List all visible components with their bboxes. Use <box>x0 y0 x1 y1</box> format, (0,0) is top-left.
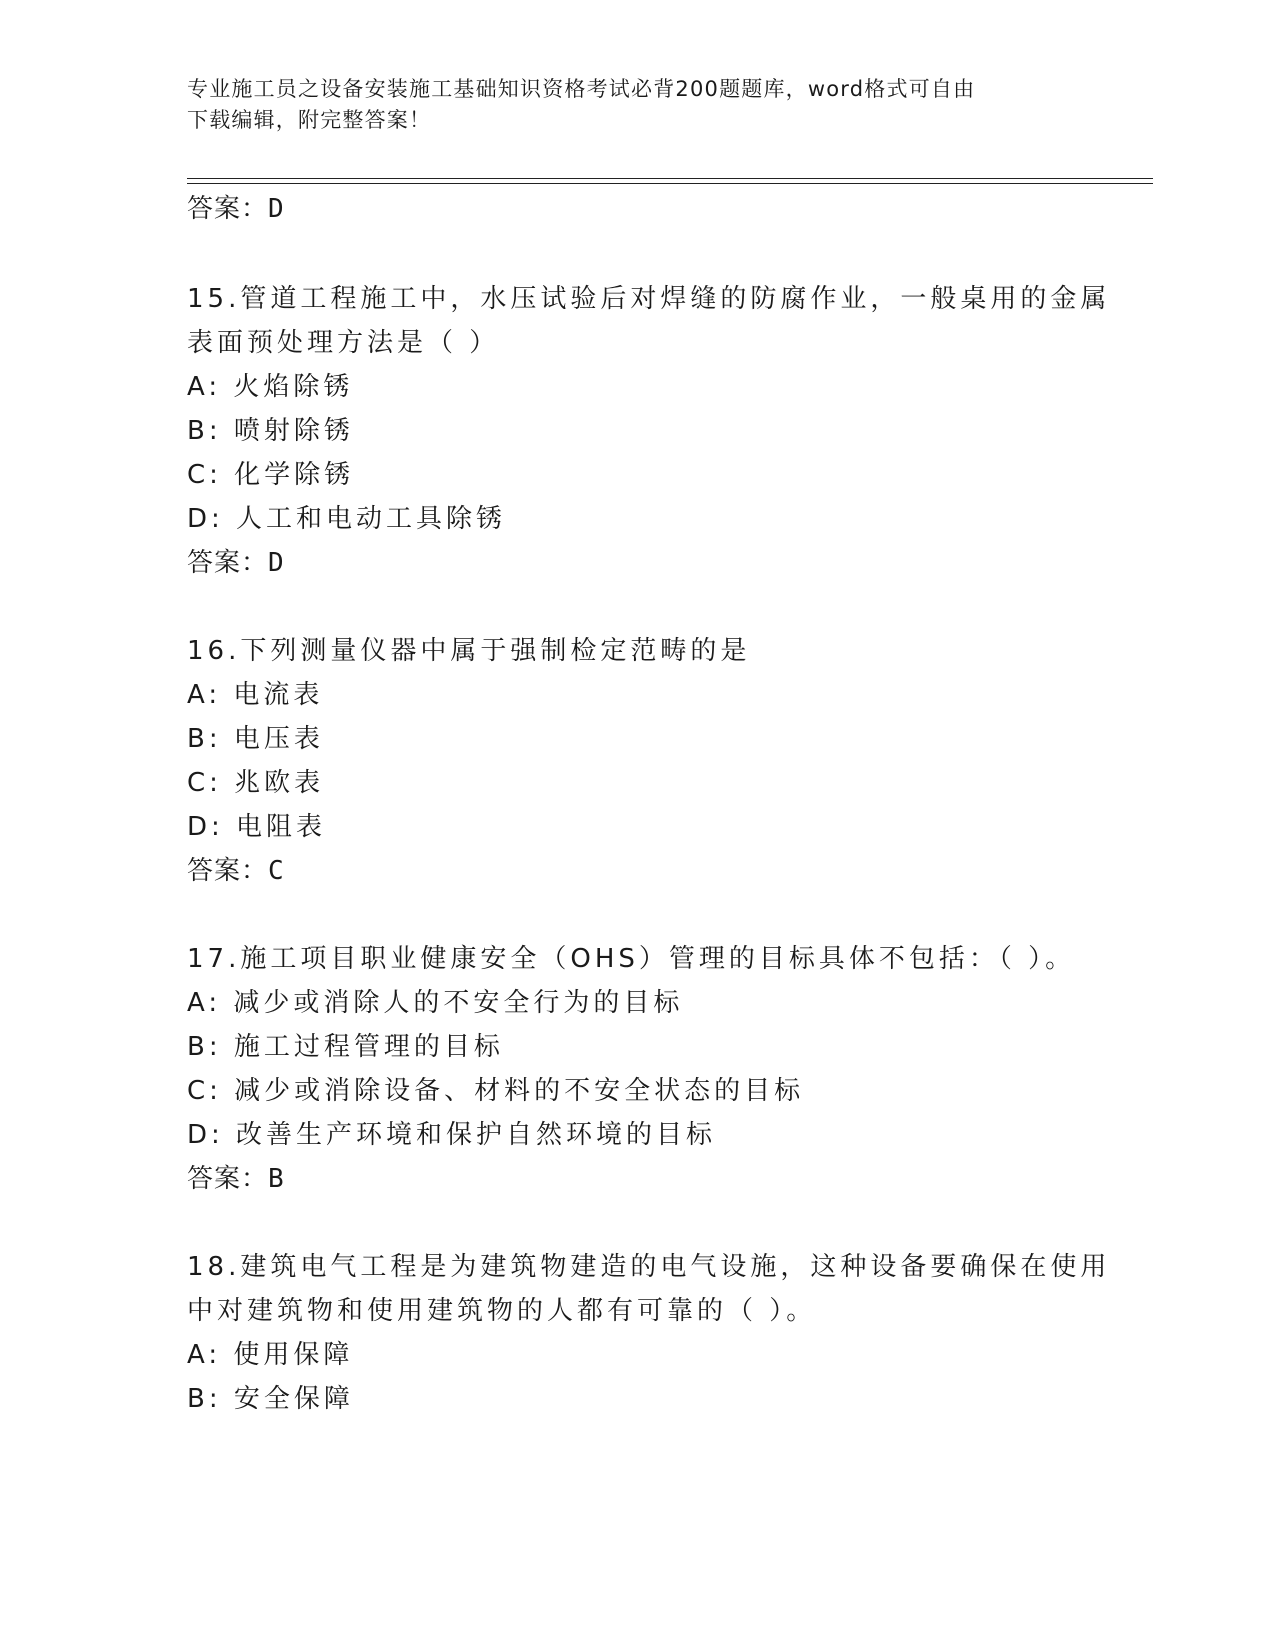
question-16-stem-line-1: 16.下列测量仪器中属于强制检定范畴的是 <box>187 636 751 666</box>
answer-label: 答案： <box>187 194 269 224</box>
question-16-option-a: A: 电流表 <box>187 680 324 710</box>
question-15-option-d: D: 人工和电动工具除锈 <box>187 504 507 534</box>
question-16-option-b: B: 电压表 <box>187 724 324 754</box>
question-18-stem-line-2: 中对建筑物和使用建筑物的人都有可靠的（ ）。 <box>187 1296 817 1326</box>
question-16-option-c: C: 兆欧表 <box>187 768 325 798</box>
header-line-1: 专业施工员之设备安装施工基础知识资格考试必背200题题库，word格式可自由 <box>187 77 976 101</box>
question-17-option-a: A: 减少或消除人的不安全行为的目标 <box>187 988 684 1018</box>
question-15-stem-line-1: 15.管道工程施工中，水压试验后对焊缝的防腐作业，一般桌用的金属 <box>187 284 1111 314</box>
question-18-option-a: A: 使用保障 <box>187 1340 354 1370</box>
answer-value: C <box>268 856 285 886</box>
question-15-stem-line-2: 表面预处理方法是（ ） <box>187 328 500 358</box>
answer-label: 答案： <box>187 548 269 578</box>
question-15-option-c: C: 化学除锈 <box>187 460 355 490</box>
question-15-option-a: A: 火焰除锈 <box>187 372 354 402</box>
question-18-option-b: B: 安全保障 <box>187 1384 354 1414</box>
question-17-stem-line-1: 17.施工项目职业健康安全（OHS）管理的目标具体不包括：（ ）。 <box>187 944 1076 974</box>
answer-label: 答案： <box>187 1164 269 1194</box>
question-16-answer <box>187 854 285 888</box>
answer-value: D <box>268 194 285 224</box>
header-divider-bottom <box>187 183 1153 184</box>
question-16-option-d: D: 电阻表 <box>187 812 327 842</box>
question-18-stem-line-1: 18.建筑电气工程是为建筑物建造的电气设施，这种设备要确保在使用 <box>187 1252 1111 1282</box>
answer-value: D <box>268 548 285 578</box>
answer-line <box>187 192 285 226</box>
question-17-option-b: B: 施工过程管理的目标 <box>187 1032 504 1062</box>
header-divider-top <box>187 178 1153 179</box>
question-17-option-c: C: 减少或消除设备、材料的不安全状态的目标 <box>187 1076 805 1106</box>
answer-value: B <box>268 1164 285 1194</box>
question-17-answer <box>187 1162 285 1196</box>
answer-label: 答案： <box>187 856 269 886</box>
question-15-option-b: B: 喷射除锈 <box>187 416 354 446</box>
document-header <box>187 74 1067 136</box>
question-17-option-d: D: 改善生产环境和保护自然环境的目标 <box>187 1120 717 1150</box>
header-line-2: 下载编辑，附完整答案！ <box>187 108 432 132</box>
question-15-answer <box>187 546 285 580</box>
